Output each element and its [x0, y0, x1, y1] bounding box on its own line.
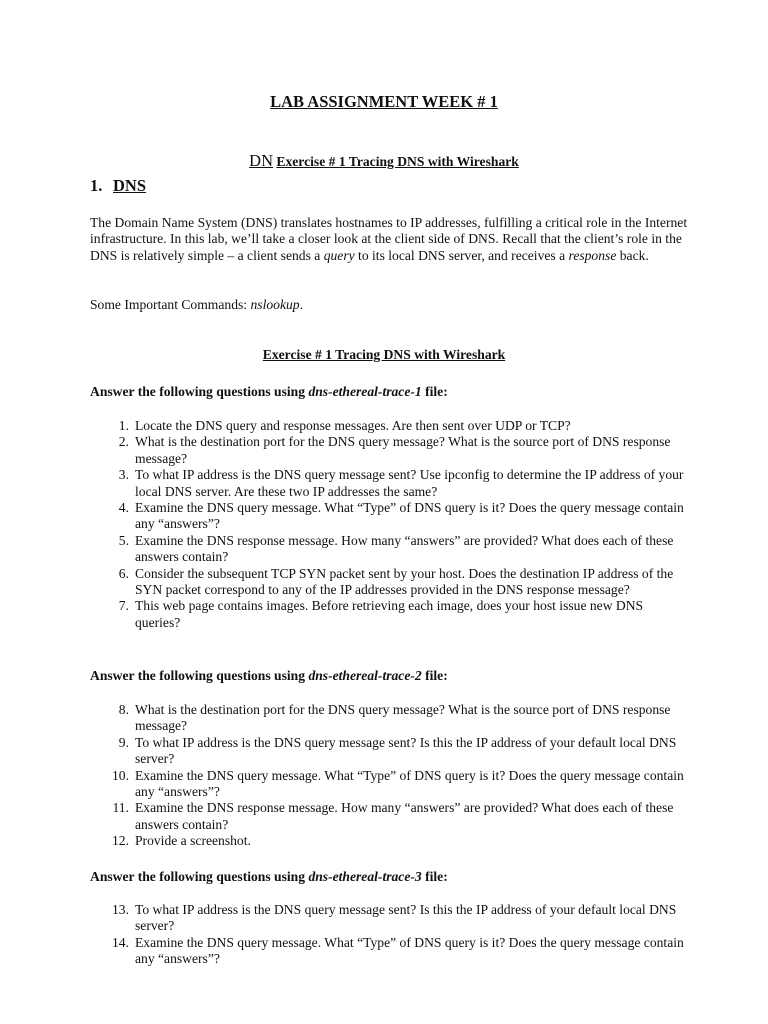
- question-text: This web page contains images. Before retrieving each image, does your host issue new DNS queries?: [135, 598, 644, 630]
- question-group-heading: [90, 384, 448, 400]
- question-item: [108, 500, 688, 533]
- question-item: [108, 800, 688, 833]
- exercise-heading: Exercise # 1 Tracing DNS with Wireshark: [262, 347, 506, 362]
- section-label: DNS: [113, 176, 147, 195]
- intro-text-3: back.: [616, 247, 649, 263]
- question-text: Locate the DNS query and response messages. Are then sent over UDP or TCP?: [135, 418, 571, 433]
- section-heading: [90, 178, 146, 194]
- trace-file-name: dns-ethereal-trace-1: [308, 384, 422, 399]
- question-item: [108, 735, 688, 768]
- question-list: [108, 702, 688, 850]
- question-text: To what IP address is the DNS query message sent? Is this the IP address of your default local DNS server?: [135, 902, 677, 934]
- intro-query-term: query: [323, 247, 355, 263]
- question-item: [108, 434, 688, 467]
- group-heading-prefix: Answer the following questions using: [90, 869, 309, 884]
- question-number: 6.: [118, 565, 129, 581]
- question-text: To what IP address is the DNS query message sent? Use ipconfig to determine the IP address of your local DNS server. Are these two IP addresses the same?: [135, 467, 684, 499]
- question-number: 5.: [118, 532, 129, 548]
- question-item: [108, 768, 688, 801]
- question-text: Provide a screenshot.: [135, 833, 251, 849]
- question-number: 8.: [118, 702, 129, 717]
- intro-text-1: The Domain Name System (DNS) translates hostnames to IP addresses, fulfilling a critical role in the Internet infrastructure. In this lab, we’ll take a closer look at the client side of DNS. Recall that the client’s role in the DNS is relatively simple – a client sends a: [90, 215, 688, 263]
- question-item: [108, 833, 688, 849]
- question-text: Examine the DNS query message. What “Type” of DNS query is it? Does the query message contain any “answers”?: [135, 500, 684, 532]
- question-number: 14.: [112, 934, 129, 950]
- question-number: 3.: [118, 467, 129, 483]
- section-number: 1.: [90, 176, 103, 195]
- commands-end: .: [299, 297, 303, 312]
- commands-label: Some Important Commands:: [90, 297, 251, 312]
- page-title: LAB ASSIGNMENT WEEK # 1: [270, 92, 498, 111]
- question-text: Examine the DNS query message. What “Type” of DNS query is it? Does the query message contain any “answers”?: [135, 767, 684, 800]
- question-text: What is the destination port for the DNS query message? What is the source port of DNS response message?: [135, 702, 671, 734]
- group-heading-suffix: file:: [421, 869, 448, 884]
- question-item: [108, 702, 688, 735]
- question-item: [108, 902, 688, 935]
- intro-paragraph: [90, 215, 690, 264]
- subtitle-prefix: DN: [249, 151, 273, 170]
- trace-file-name: dns-ethereal-trace-2: [308, 668, 422, 683]
- question-number: 12.: [112, 833, 129, 849]
- question-number: 1.: [118, 418, 129, 433]
- question-text: Consider the subsequent TCP SYN packet sent by your host. Does the destination IP address of the SYN packet correspond to any of the IP addresses provided in the DNS response message?: [135, 565, 674, 598]
- question-group-heading: [90, 668, 448, 684]
- question-group-heading: [90, 869, 448, 885]
- question-text: What is the destination port for the DNS query message? What is the source port of DNS response message?: [135, 434, 671, 466]
- question-item: [108, 418, 688, 434]
- question-text: Examine the DNS query message. What “Type” of DNS query is it? Does the query message contain any “answers”?: [135, 934, 684, 967]
- commands-line: [90, 297, 303, 313]
- question-number: 10.: [112, 767, 129, 783]
- question-number: 7.: [118, 598, 129, 614]
- question-text: Examine the DNS response message. How many “answers” are provided? What does each of these answers contain?: [135, 532, 674, 565]
- question-text: To what IP address is the DNS query message sent? Is this the IP address of your default local DNS server?: [135, 734, 677, 767]
- exercise-subtitle: [0, 153, 768, 170]
- question-text: Examine the DNS response message. How many “answers” are provided? What does each of these answers contain?: [135, 800, 674, 832]
- question-list: [108, 418, 688, 631]
- question-item: [108, 935, 688, 968]
- question-number: 13.: [112, 902, 129, 917]
- question-item: [108, 533, 688, 566]
- group-heading-suffix: file:: [421, 384, 448, 399]
- intro-response-term: response: [568, 247, 617, 263]
- commands-value: nslookup: [250, 297, 300, 312]
- question-list: [108, 902, 688, 968]
- question-number: 4.: [118, 500, 129, 516]
- question-item: [108, 566, 688, 599]
- question-number: 11.: [112, 800, 129, 816]
- group-heading-prefix: Answer the following questions using: [90, 384, 309, 399]
- question-item: [108, 598, 688, 631]
- question-item: [108, 467, 688, 500]
- group-heading-prefix: Answer the following questions using: [90, 668, 309, 683]
- question-number: 2.: [118, 434, 129, 450]
- intro-text-2: to its local DNS server, and receives a: [354, 247, 569, 263]
- trace-file-name: dns-ethereal-trace-3: [308, 869, 422, 884]
- subtitle-text: Exercise # 1 Tracing DNS with Wireshark: [276, 154, 519, 169]
- question-number: 9.: [118, 734, 129, 750]
- group-heading-suffix: file:: [421, 668, 448, 683]
